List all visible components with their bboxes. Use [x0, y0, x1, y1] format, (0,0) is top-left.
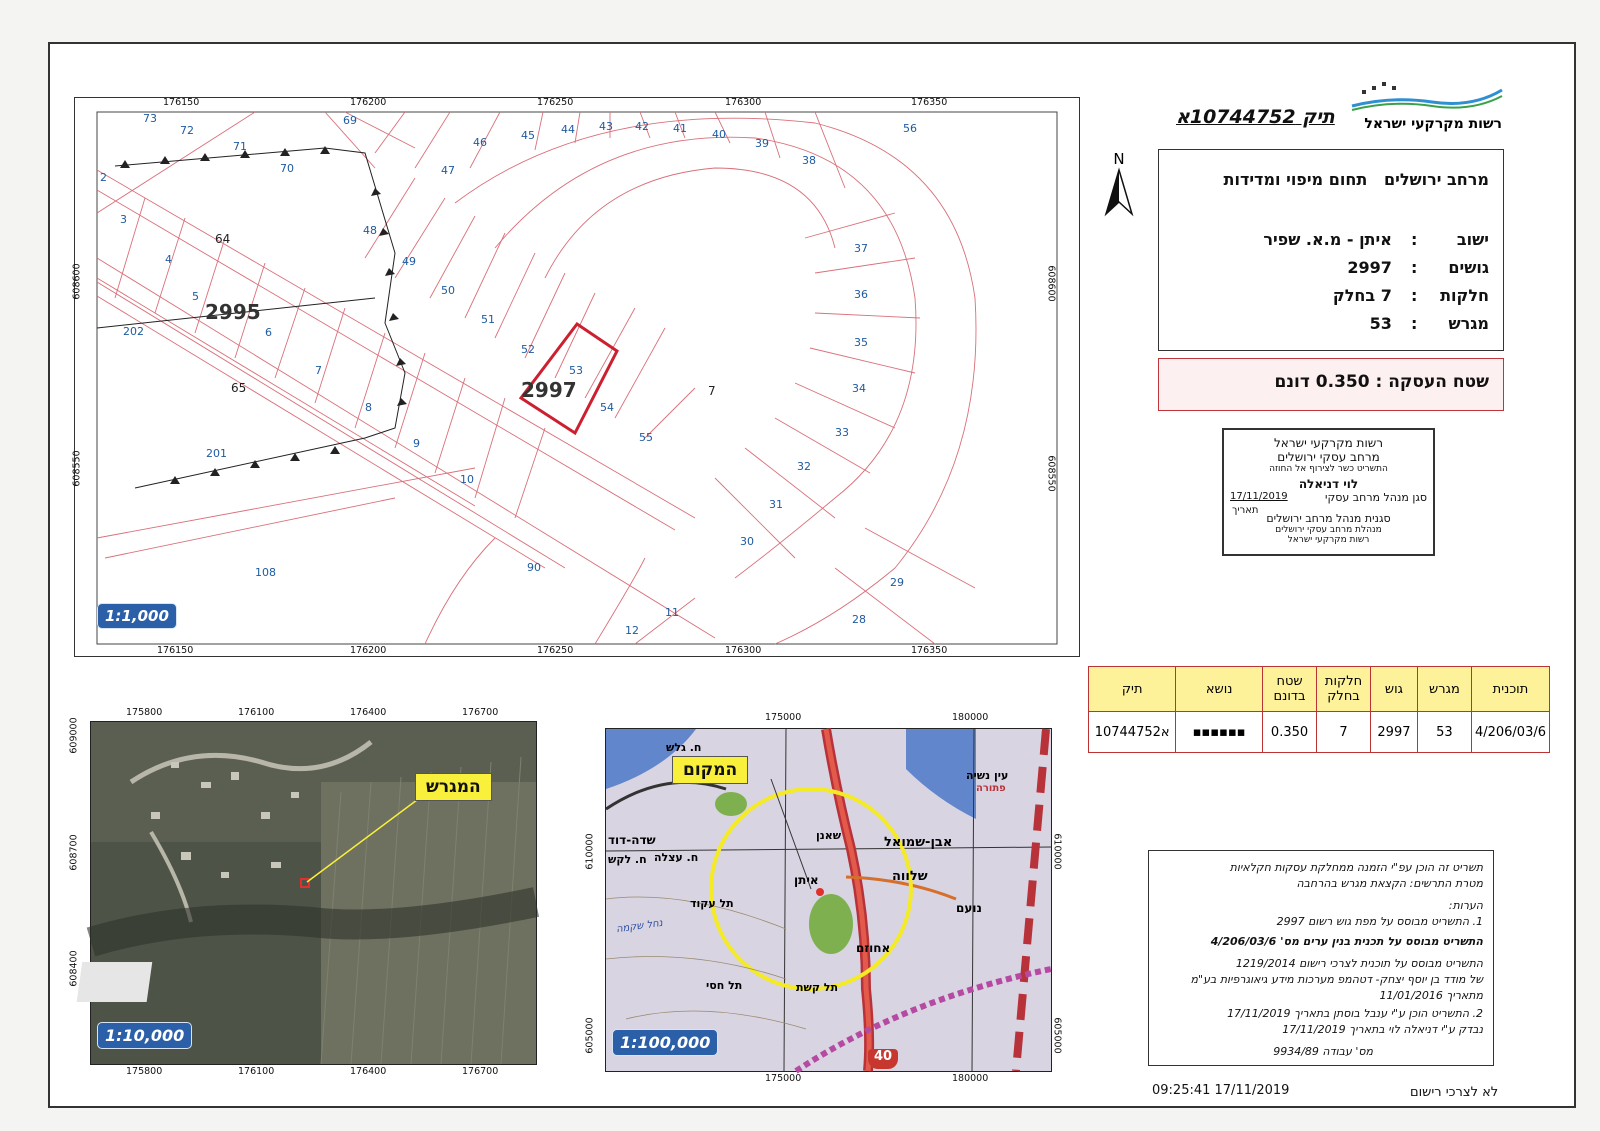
note-line: 1. התשריט מבוסס על מפת גוש רשום 2997: [1276, 915, 1483, 928]
note-line: תשריט זה הוכן עפ"י הזמנה ממחלקת עסקות חקלאיות: [1229, 861, 1483, 874]
place-label: שלווה: [892, 869, 928, 884]
topo-map[interactable]: [605, 728, 1052, 1072]
plot-label: 34: [852, 382, 866, 395]
transaction-area: שטח העסקה : 0.350 דונם: [1274, 372, 1489, 392]
region: מרחב ירושלים: [1383, 170, 1489, 189]
place-label: נחל שקמה: [615, 917, 664, 936]
x-tick: 180000: [952, 712, 989, 723]
x-tick: 176200: [350, 97, 387, 108]
block-label: 2995: [205, 300, 261, 324]
plot-label: 28: [852, 613, 866, 626]
plot-label: 7: [708, 384, 716, 398]
note-line: 2. התשריט הוכן ע"י ענבל בוסתן בתאריך 17/11/2019: [1227, 1007, 1483, 1020]
plot-label: 10: [460, 473, 474, 486]
plot-label: 48: [363, 224, 377, 237]
x-tick: 180000: [952, 1073, 989, 1084]
north-arrow: [1104, 150, 1134, 220]
x-tick: 176200: [350, 645, 387, 656]
place-label: אחוזם: [856, 941, 891, 955]
plot-label: 73: [143, 112, 157, 125]
plot-label: 50: [441, 284, 455, 297]
org-name: רשות מקרקעי ישראל: [1364, 116, 1502, 132]
note-line: נבדק ע"י דניאלה לוי בתאריך 17/11/2019: [1282, 1023, 1483, 1036]
not-for-registration: לא לצרכי רישום: [1410, 1085, 1499, 1100]
stamp-signature: מנהלת מרחב עסקי ירושלים: [1275, 525, 1382, 535]
plot-label: 70: [280, 162, 294, 175]
y-tick: 608550: [71, 450, 83, 487]
plot-label: 49: [402, 255, 416, 268]
org-logo: [1352, 82, 1502, 132]
info-value: 2997: [1347, 258, 1392, 277]
x-tick: 175800: [126, 1066, 163, 1077]
plot-label: 8: [365, 401, 372, 414]
plot-label: 55: [639, 431, 653, 444]
plot-label: 31: [769, 498, 783, 511]
info-row-blocks: גושים : 2997: [1347, 258, 1489, 277]
th-block: גוש: [1371, 667, 1418, 712]
info-label: חלקות: [1440, 286, 1489, 305]
scale-badge: 1:10,000: [97, 1022, 192, 1049]
y-tick: 609000: [68, 717, 80, 754]
place-label: ח. לקש: [608, 853, 647, 866]
y-tick: 608600: [71, 263, 83, 300]
plot-label: 65: [231, 381, 247, 395]
td-parcels: 7: [1317, 712, 1371, 753]
y-tick: 610000: [1051, 833, 1063, 870]
plot-label: 64: [215, 232, 231, 246]
x-tick: 175000: [765, 1073, 802, 1084]
th-lot: מגרש: [1417, 667, 1471, 712]
td-plan: 4/206/03/6: [1471, 712, 1549, 753]
stamp-role: סגן מנהל מרחב עסקי: [1325, 491, 1427, 504]
place-label: ח. גלש: [666, 741, 702, 754]
td-subject: ▪▪▪▪▪▪: [1176, 712, 1263, 753]
plot-label: 56: [903, 122, 917, 135]
plot-label: 6: [265, 326, 272, 339]
x-tick: 175800: [126, 707, 163, 718]
plot-label: 90: [527, 561, 541, 574]
td-file: 10744752א: [1089, 712, 1176, 753]
place-label: תל קשת: [796, 981, 838, 994]
plot-label: 53: [569, 364, 583, 377]
note-line: מתאריך 11/01/2016: [1379, 989, 1483, 1002]
plot-label: 32: [797, 460, 811, 473]
x-tick: 176350: [911, 97, 948, 108]
info-row-settlement: ישוב : איתן - מ.א. שפיר: [1263, 230, 1489, 249]
y-tick: 608700: [68, 834, 80, 871]
region-line: [1224, 170, 1489, 189]
plot-label: 9: [413, 437, 420, 450]
note-line: של מודד בן יוסף יצחק- דטהמפ מערכות מידע גיאוגרפיות בע"מ: [1190, 973, 1483, 986]
th-subject: נושא: [1176, 667, 1263, 712]
x-tick: 176150: [163, 97, 200, 108]
place-label: איתן: [794, 873, 819, 887]
place-label: שאנן: [816, 829, 842, 842]
aerial-callout: המגרש: [415, 773, 492, 801]
scale-badge: 1:1,000: [97, 603, 177, 629]
plot-label: 72: [180, 124, 194, 137]
x-tick: 176400: [350, 1066, 387, 1077]
y-tick: 605000: [584, 1017, 596, 1054]
north-arrow-icon: [1104, 168, 1134, 216]
north-label: N: [1113, 150, 1125, 168]
note-line: התשריט מבוסס על תכנית בנין ערים מס' 4/206/03/6: [1210, 935, 1483, 948]
td-lot: 53: [1417, 712, 1471, 753]
stamp-date-label: תאריך: [1232, 505, 1259, 516]
place-label: אבן-שמואל: [884, 835, 953, 850]
x-tick: 176100: [238, 707, 275, 718]
plot-label: 41: [673, 122, 687, 135]
stamp-date: 17/11/2019: [1230, 491, 1288, 502]
note-line: מס' עבודה 9934/89: [1273, 1045, 1373, 1058]
plot-label: 4: [165, 253, 172, 266]
place-label: שדה-דוד: [608, 833, 656, 847]
cadastral-svg: [75, 98, 1079, 656]
table-row: [1089, 712, 1550, 753]
x-tick: 176400: [350, 707, 387, 718]
place-label: פתורה: [976, 783, 1006, 794]
x-tick: 176150: [157, 645, 194, 656]
plot-label: 35: [854, 336, 868, 349]
plot-label: 69: [343, 114, 357, 127]
td-area: 0.350: [1263, 712, 1317, 753]
x-tick: 176250: [537, 97, 574, 108]
y-tick: 608550: [1045, 455, 1057, 492]
aerial-photo[interactable]: [90, 721, 537, 1065]
block-label: 2997: [521, 378, 577, 402]
x-tick: 176300: [725, 97, 762, 108]
place-label: נועם: [956, 901, 982, 915]
plot-label: 47: [441, 164, 455, 177]
stamp-name: לוי דניאלה: [1298, 477, 1359, 491]
th-area: שטח בדונם: [1263, 667, 1317, 712]
place-label: ח. עצלה: [654, 851, 699, 864]
transaction-area-box: [1158, 358, 1504, 411]
stamp-line: התשריט כשר לצירוף אל החוזה: [1269, 464, 1388, 474]
plot-label: 33: [835, 426, 849, 439]
parcel-table: [1088, 666, 1550, 753]
y-tick: 608600: [1045, 265, 1057, 302]
stamp-signature: רשות מקרקעי ישראל: [1287, 535, 1370, 545]
th-file: תיק: [1089, 667, 1176, 712]
x-tick: 176100: [238, 1066, 275, 1077]
plot-label: 39: [755, 137, 769, 150]
x-tick: 176700: [462, 707, 499, 718]
plot-label: 38: [802, 154, 816, 167]
plot-label: 42: [635, 120, 649, 133]
x-tick: 176300: [725, 645, 762, 656]
plot-label: 54: [600, 401, 614, 414]
th-plan: תוכנית: [1471, 667, 1549, 712]
info-value: 53: [1369, 314, 1392, 333]
td-block: 2997: [1371, 712, 1418, 753]
info-label: ישוב: [1456, 230, 1489, 249]
info-value: איתן - מ.א. שפיר: [1263, 230, 1392, 249]
plot-label: 40: [712, 128, 726, 141]
info-row-parcels: חלקות : 7 בחלק: [1332, 286, 1489, 305]
plot-label: 11: [665, 606, 679, 619]
stamp-signature: סגנית מנהל מרחב ירושלים: [1266, 512, 1391, 525]
plot-label: 12: [625, 624, 639, 637]
plot-label: 108: [255, 566, 276, 579]
y-tick: 610000: [584, 833, 596, 870]
plot-label: 3: [120, 213, 127, 226]
scale-badge: 1:100,000: [612, 1029, 718, 1056]
road-40-shield: 40: [868, 1049, 898, 1069]
plot-label: 52: [521, 343, 535, 356]
stamp-role-row: [1224, 491, 1433, 505]
plot-label: 45: [521, 129, 535, 142]
place-label: תל חסי: [706, 979, 743, 992]
plot-label: 202: [123, 325, 144, 338]
y-tick: 605000: [1051, 1017, 1063, 1054]
note-line: התשריט מבוסס על תוכנית לצרכי רישום 1219/2014: [1235, 957, 1483, 970]
topo-callout: המקום: [672, 756, 748, 784]
plot-label: 5: [192, 290, 199, 303]
approval-stamp: [1222, 428, 1435, 556]
cadastral-map[interactable]: [71, 97, 1080, 657]
info-label: גושים: [1448, 258, 1489, 277]
place-label: עין נשיה: [966, 769, 1009, 782]
table-header-row: [1089, 667, 1550, 712]
notes-box: [1148, 850, 1494, 1066]
department: תחום מיפוי ומדידות: [1223, 170, 1368, 189]
timestamp: 09:25:41 17/11/2019: [1152, 1083, 1290, 1098]
note-line: הערות:: [1448, 899, 1483, 912]
plot-label: 37: [854, 242, 868, 255]
stamp-line: מרחב עסקי ירושלים: [1277, 450, 1380, 464]
plot-label: 201: [206, 447, 227, 460]
file-number: תיק 10744752א: [1176, 106, 1335, 128]
th-parcels: חלקות בחלק: [1317, 667, 1371, 712]
x-tick: 176350: [911, 645, 948, 656]
info-box: [1158, 149, 1504, 351]
plot-label: 2: [100, 171, 107, 184]
plot-label: 51: [481, 313, 495, 326]
note-line: מטרת התרשים: הקצאת מגרש בהרחבה: [1296, 877, 1483, 890]
y-tick: 608400: [68, 950, 80, 987]
info-row-lot: מגרש : 53: [1369, 314, 1489, 333]
plot-label: 71: [233, 140, 247, 153]
plot-label: 29: [890, 576, 904, 589]
plot-label: 44: [561, 123, 575, 136]
plot-label: 46: [473, 136, 487, 149]
stamp-line: רשות מקרקעי ישראל: [1273, 436, 1383, 450]
plot-label: 36: [854, 288, 868, 301]
x-tick: 175000: [765, 712, 802, 723]
info-label: מגרש: [1448, 314, 1489, 333]
plot-label: 30: [740, 535, 754, 548]
info-value: 7 בחלק: [1332, 286, 1392, 305]
logo-icon: [1352, 82, 1502, 112]
x-tick: 176700: [462, 1066, 499, 1077]
place-label: תל עקוד: [690, 897, 734, 910]
plot-label: 43: [599, 120, 613, 133]
plot-label: 7: [315, 364, 322, 377]
x-tick: 176250: [537, 645, 574, 656]
